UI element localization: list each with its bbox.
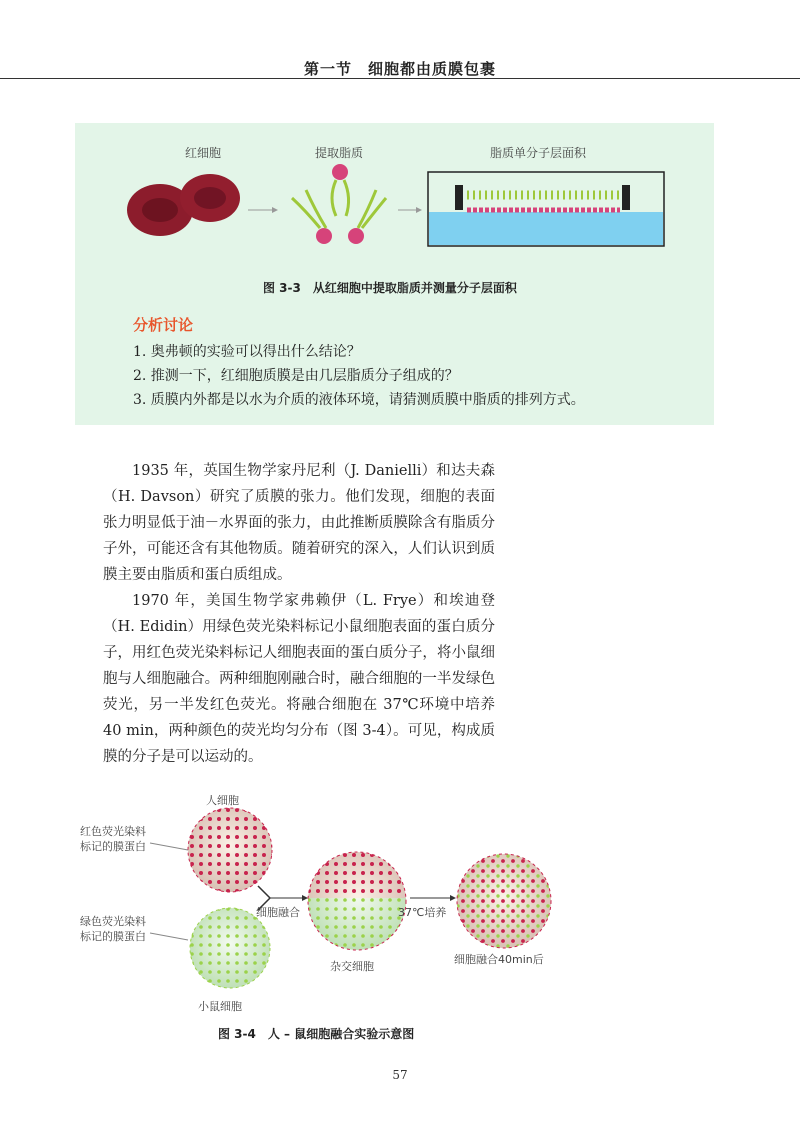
- header-rule: [0, 78, 800, 79]
- label-green-dye-protein: 标记的膜蛋白: [80, 930, 146, 943]
- label-area: 脂质单分子层面积: [490, 146, 587, 160]
- label-after-fusion: 细胞融合40min后: [454, 953, 544, 966]
- label-red-dye: 红色荧光染料: [80, 825, 146, 838]
- label-culture: 37℃培养: [398, 906, 447, 919]
- paragraph-frye-edidin: 1970 年，美国生物学家弗赖伊（L. Frye）和埃迪登（H. Edidin）用绿色荧光染料标记小鼠细胞表面的蛋白质分子，用红色荧光染料标记人细胞表面的蛋白质分子，将小鼠细胞与人细胞融合。两种细胞刚融合时，融合细胞的一半发绿色荧光，另一半发红色荧光。将融合细胞在 37℃环境中培养 40 min，两种颜色的荧光均匀分布（图 3-4）。可见，构成质膜的分子是可以运动的。: [103, 593, 495, 765]
- figure-3-3-caption: 图 3-3 从红细胞中提取脂质并测量分子层面积: [263, 281, 517, 295]
- label-green-dye: 绿色荧光染料: [80, 915, 146, 928]
- figure-3-4-illustration: [80, 788, 560, 1018]
- label-hybrid-cell: 杂交细胞: [330, 960, 374, 973]
- page-header: [0, 0, 800, 80]
- label-lipid: 提取脂质: [315, 146, 364, 160]
- label-human-cell: 人细胞: [206, 794, 239, 807]
- paragraph-danielli: 1935 年，英国生物学家丹尼利（J. Danielli）和达夫森（H. Davson）研究了质膜的张力。他们发现，细胞的表面张力明显低于油－水界面的张力，由此推断质膜除含有脂质分子外，可能还含有其他物质。随着研究的深入，人们认识到质膜主要由脂质和蛋白质组成。: [103, 463, 495, 583]
- figure-3-3-illustration: [110, 140, 670, 260]
- label-red-dye-protein: 标记的膜蛋白: [80, 840, 146, 853]
- chapter-section-title: 第一节 细胞都由质膜包裹: [303, 60, 496, 78]
- label-mouse-cell: 小鼠细胞: [198, 1000, 242, 1013]
- label-rbc: 红细胞: [185, 146, 222, 160]
- lipid-molecules: [292, 164, 386, 244]
- discussion-question: 2. 推测一下，红细胞质膜是由几层脂质分子组成的？: [133, 368, 459, 384]
- discussion-question: 3. 质膜内外都是以水为介质的液体环境，请猜测质膜中脂质的排列方式。: [133, 392, 585, 408]
- label-cell-fusion: 细胞融合: [256, 906, 300, 919]
- figure-3-4-caption: 图 3-4 人 – 鼠细胞融合实验示意图: [218, 1027, 415, 1041]
- langmuir-trough: [428, 172, 664, 246]
- discussion-title: 分析讨论: [133, 316, 194, 334]
- discussion-question: 1. 奥弗顿的实验可以得出什么结论？: [133, 344, 361, 360]
- page-number: 57: [392, 1068, 408, 1082]
- body-text: [103, 458, 495, 770]
